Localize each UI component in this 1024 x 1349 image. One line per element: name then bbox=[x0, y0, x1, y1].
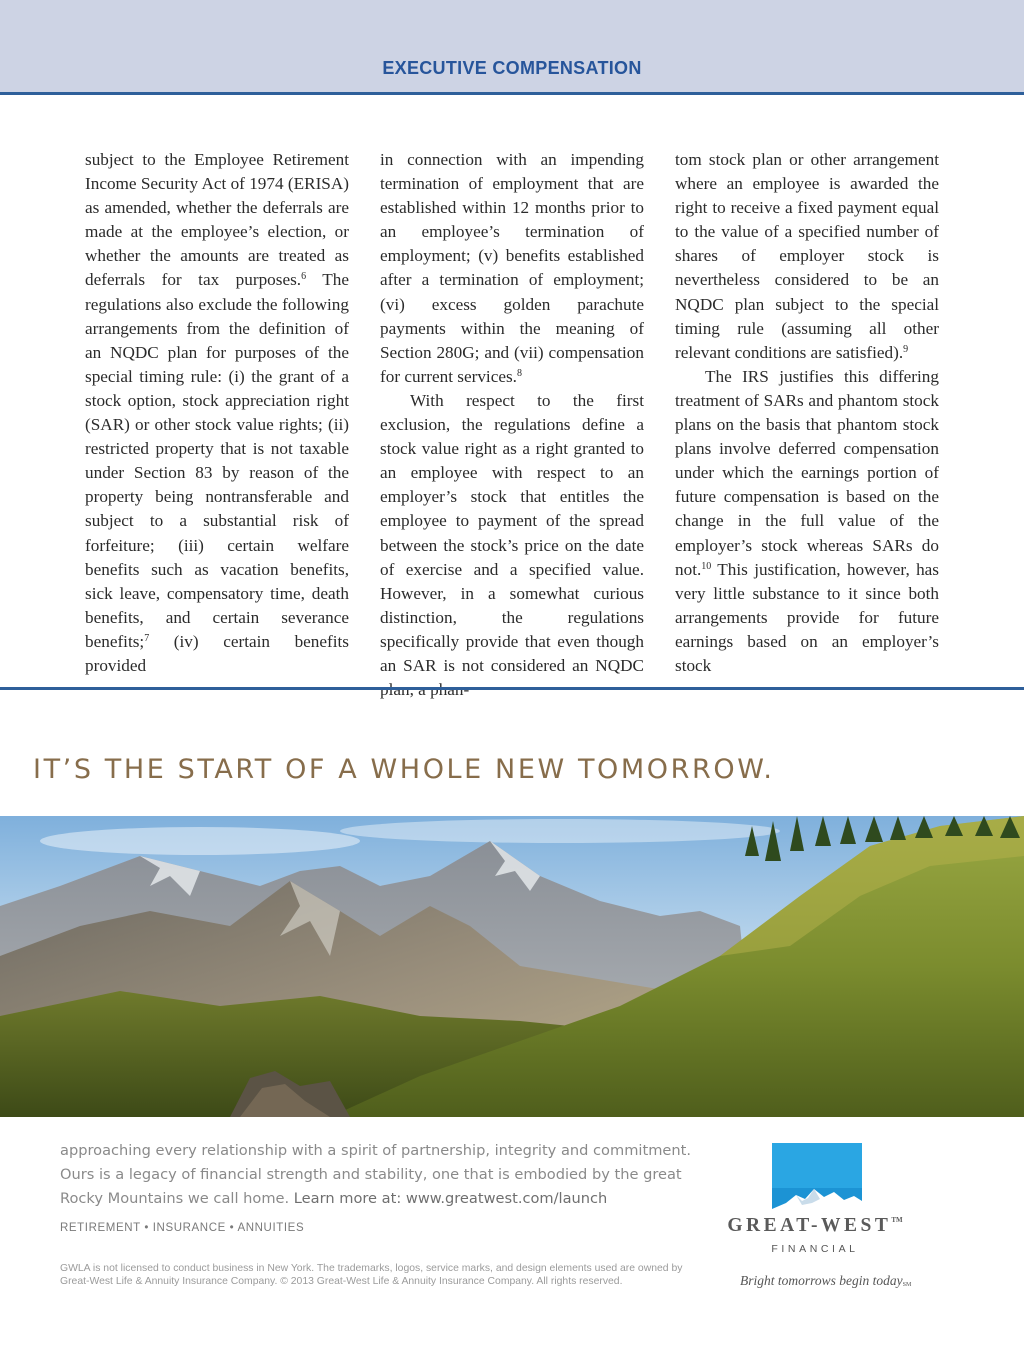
logo-slogan bbox=[740, 1273, 911, 1289]
ad-legal-disclaimer: GWLA is not licensed to conduct business in New York. The trademarks, logos, service marks, and design elements used are owned by Great-West Life & Annuity Insurance Company. © 2013 Great-West Life & Annuity Insurance Company. All rights reserved. bbox=[60, 1263, 683, 1287]
service-mark: SM bbox=[902, 1282, 912, 1288]
ad-tagline: RETIREMENT • INSURANCE • ANNUITIES bbox=[60, 1222, 305, 1234]
mountain-landscape-photo bbox=[0, 816, 1024, 1117]
logo-wordmark bbox=[720, 1215, 910, 1237]
slogan-text: Bright tomorrows begin today bbox=[740, 1273, 903, 1288]
article-paragraph bbox=[380, 389, 644, 702]
text-run: The regulations also exclude the following arrangements from the definition of an NQDC plan for purposes of the special timing rule: (i) the grant of a stock option, stock appreciation right (SAR) or other stock value rights; (ii) restricted property that is not taxable under Section 83 by reason of the property being nontransferable and subject to a substantial risk of forfeiture; (iii) certain welfare benefits such as vacation benefits, sick leave, compensatory time, death benefits, and certain severance benefits; bbox=[85, 270, 349, 651]
article-paragraph bbox=[380, 148, 644, 389]
section-divider bbox=[0, 687, 1024, 690]
text-run: The IRS justifies this differing treatment of SARs and phantom stock plans on the basis that phantom stock plans involve deferred compensation under which the earnings portion of future compensation is based on the change in the full value of the employer’s stock whereas SARs do not. bbox=[675, 366, 939, 579]
text-run: (iv) certain benefits provided bbox=[85, 631, 349, 675]
article-column-2 bbox=[380, 148, 644, 702]
footnote-ref: 6 bbox=[301, 271, 307, 283]
footnote-ref: 7 bbox=[144, 632, 150, 644]
text-run: tom stock plan or other arrangement where an employee is awarded the right to receive a fixed payment equal to the value of a specified number of shares of employer stock is nevertheless considered to be an NQDC plan subject to the special timing rule (assuming all other relevant conditions are satisfied). bbox=[675, 150, 939, 362]
ad-body-text bbox=[60, 1139, 700, 1211]
text-run: in connection with an impending termination of employment that are established within 12 months prior to an employee’s termination of employment; (v) benefits established after a termination of employment; (vi) excess golden parachute payments within the meaning of Section 280G; and (vii) compensation for current services. bbox=[380, 150, 644, 386]
footnote-ref: 10 bbox=[701, 560, 712, 572]
article-column-1 bbox=[85, 148, 349, 678]
text-run: With respect to the first exclusion, the regulations define a stock value right as a right granted to an employee with respect to an employer’s stock that entitles the employee to payment of the spread between the stock’s price on the date of exercise and a specified value. However, in a somewhat curious distinction, the regulations specifically provide that even though an SAR is not considered an NQDC bbox=[380, 390, 644, 675]
article-paragraph bbox=[85, 148, 349, 678]
logo-name-text: GREAT-WEST bbox=[727, 1215, 892, 1236]
text-run: This justification, however, has very little substance to it since both arrangements provide for future earnings based on an employer’s stock bbox=[675, 559, 939, 675]
logo-subtitle: FINANCIAL bbox=[771, 1243, 859, 1255]
trademark-mark: TM bbox=[891, 1216, 903, 1224]
article-paragraph bbox=[675, 365, 939, 678]
article-paragraph bbox=[675, 148, 939, 365]
article-column-3 bbox=[675, 148, 939, 678]
ad-body-copy: approaching every relationship with a spirit of partnership, integrity and commitment. Ours is a legacy of financial strength and stability, one that is embodied by the great Rocky Mountains we call home. bbox=[60, 1142, 692, 1207]
footnote-ref: 8 bbox=[516, 367, 522, 379]
section-title: EXECUTIVE COMPENSATION bbox=[382, 58, 642, 78]
text-run: subject to the Employee Retirement Income Security Act of 1974 (ERISA) as amended, whether the deferrals are made at the employee’s election, or whether the amounts are treated as deferrals for tax purposes. bbox=[85, 150, 349, 290]
footnote-ref: 9 bbox=[903, 343, 909, 355]
page-header bbox=[0, 0, 1024, 95]
ad-headline: IT’S THE START OF A WHOLE NEW TOMORROW. bbox=[33, 754, 775, 785]
learn-more-link[interactable]: Learn more at: www.greatwest.com/launch bbox=[289, 1190, 608, 1207]
